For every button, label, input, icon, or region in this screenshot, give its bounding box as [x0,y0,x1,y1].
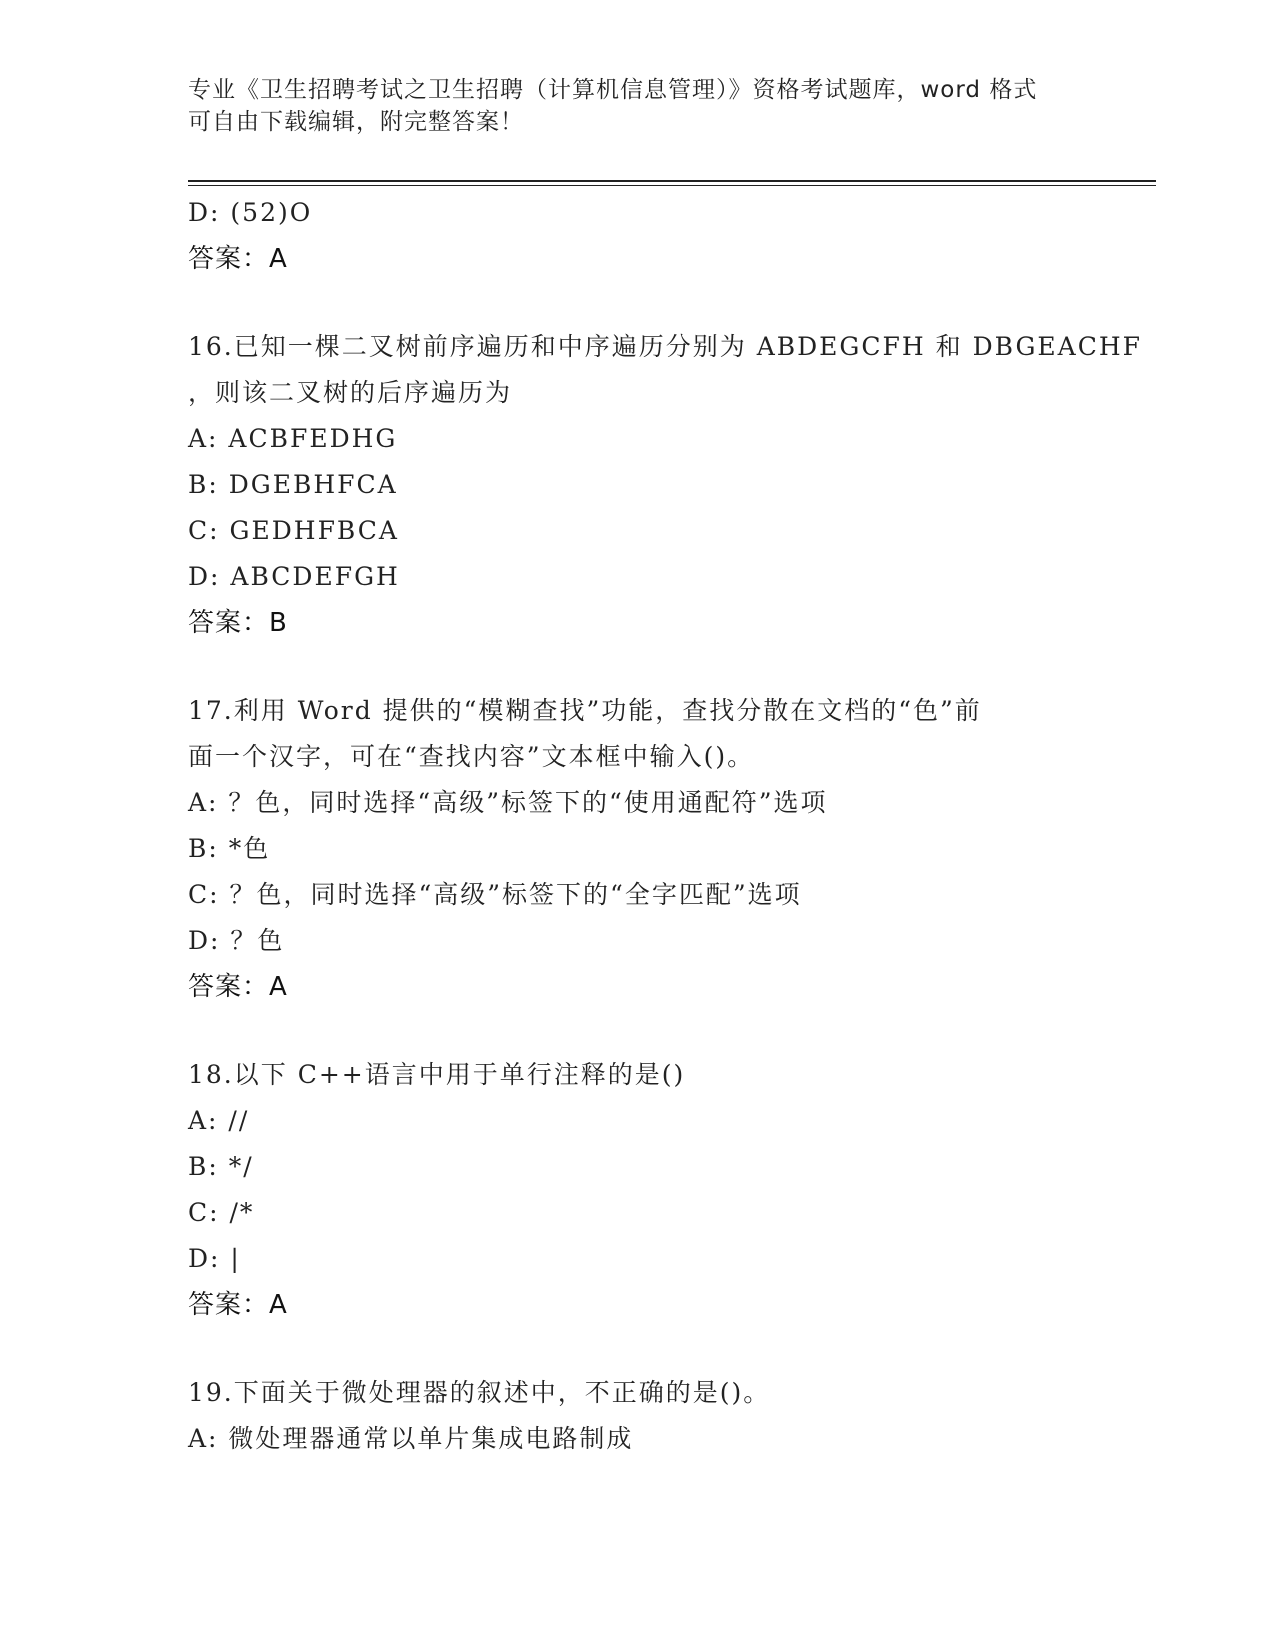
q17-option-d: D: ？色 [188,926,285,955]
q16-stem-line-1: 16.已知一棵二叉树前序遍历和中序遍历分别为 ABDEGCFH 和 DBGEACHF [188,332,1142,361]
q17-answer: 答案：A [188,972,288,1002]
q19-option-a: A: 微处理器通常以单片集成电路制成 [188,1424,634,1453]
q17-stem-line-1: 17.利用 Word 提供的“模糊查找”功能，查找分散在文档的“色”前 [188,696,982,725]
header-line-1: 专业《卫生招聘考试之卫生招聘（计算机信息管理）》资格考试题库，word 格式 [188,77,1038,103]
q18-option-b: B: */ [188,1152,254,1181]
q16-option-c: C: GEDHFBCA [188,516,399,545]
q18-option-a: A: // [188,1106,250,1135]
q18-answer: 答案：A [188,1290,288,1320]
page-header [188,74,1068,138]
q19-stem: 19.下面关于微处理器的叙述中，不正确的是()。 [188,1378,771,1407]
q15-option-d: D: (52)O [188,198,313,227]
q16-option-a: A: ACBFEDHG [188,424,398,453]
q18-option-c: C: /* [188,1198,255,1227]
q17-option-c: C: ？色，同时选择“高级”标签下的“全字匹配”选项 [188,880,802,909]
question-19 [188,1370,1088,1462]
question-18 [188,1052,1088,1328]
q16-option-b: B: DGEBHFCA [188,470,398,499]
q18-stem: 18.以下 C++语言中用于单行注释的是() [188,1060,686,1089]
question-16 [188,324,1142,646]
q16-answer: 答案：B [188,608,288,638]
q15-answer: 答案：A [188,244,288,274]
q17-option-b: B: *色 [188,834,271,863]
q17-stem-line-2: 面一个汉字，可在“查找内容”文本框中输入()。 [188,742,755,771]
q16-option-d: D: ABCDEFGH [188,562,400,591]
header-divider-thin [188,185,1156,186]
q17-option-a: A: ？色，同时选择“高级”标签下的“使用通配符”选项 [188,788,828,817]
q16-stem-line-2: ，则该二叉树的后序遍历为 [188,378,513,407]
header-line-2: 可自由下载编辑，附完整答案！ [188,109,524,135]
question-17 [188,688,1088,1010]
header-divider-thick [188,180,1156,182]
q18-option-d: D: | [188,1244,241,1273]
question-15-tail [188,190,1088,282]
document-body [188,190,1142,1462]
